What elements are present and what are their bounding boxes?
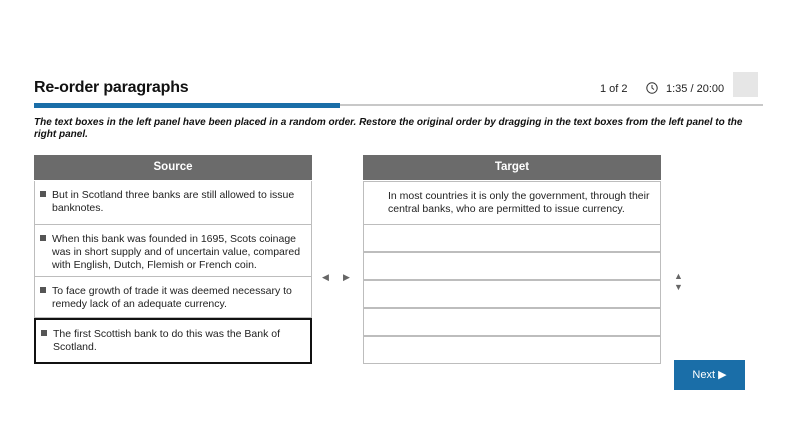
- move-up-icon[interactable]: ▲: [674, 271, 683, 281]
- drag-handle-icon: [40, 191, 46, 197]
- target-panel-header: Target: [363, 155, 661, 180]
- source-item-selected[interactable]: [34, 318, 312, 364]
- source-item-text: But in Scotland three banks are still allowed to issue banknotes.: [52, 189, 295, 214]
- source-item-text: The first Scottish bank to do this was the Bank of Scotland.: [53, 328, 281, 353]
- target-slot[interactable]: [363, 252, 661, 280]
- drag-handle-icon: [40, 235, 46, 241]
- source-panel-header: Source: [34, 155, 312, 180]
- target-slot[interactable]: [363, 224, 661, 252]
- target-panel: [363, 155, 661, 215]
- clock-icon: [646, 82, 658, 94]
- target-slot[interactable]: [363, 181, 661, 225]
- move-left-icon[interactable]: ◀: [322, 272, 329, 282]
- target-slot[interactable]: [363, 336, 661, 364]
- source-item-text: When this bank was founded in 1695, Scots coinage was in short supply and of uncertain value, compared with English, Dutch, Flemish or French coin.: [52, 233, 301, 271]
- page-title: Re-order paragraphs: [34, 79, 189, 96]
- move-down-icon[interactable]: ▼: [674, 282, 683, 292]
- next-button[interactable]: Next ▶: [674, 360, 745, 390]
- drag-handle-icon: [41, 330, 47, 336]
- source-item[interactable]: [34, 225, 312, 277]
- timer-text: 1:35 / 20:00: [666, 83, 725, 95]
- source-item[interactable]: [34, 277, 312, 318]
- menu-button[interactable]: [733, 72, 758, 97]
- page-counter: 1 of 2: [600, 83, 628, 95]
- source-item[interactable]: [34, 181, 312, 225]
- target-item-text: In most countries it is only the government, through their central banks, who are permitted to issue currency.: [388, 190, 650, 215]
- progress-bar-fill: [34, 103, 340, 108]
- target-slot[interactable]: [363, 280, 661, 308]
- instructions-text: The text boxes in the left panel have been placed in a random order. Restore the original order by dragging in the text boxes from the left panel to the right panel.: [34, 117, 743, 140]
- source-panel: [34, 155, 312, 353]
- drag-handle-icon: [40, 287, 46, 293]
- source-item-text: To face growth of trade it was deemed necessary to remedy lack of an adequate currency.: [52, 285, 292, 310]
- move-right-icon[interactable]: ▶: [343, 272, 350, 282]
- target-slot[interactable]: [363, 308, 661, 336]
